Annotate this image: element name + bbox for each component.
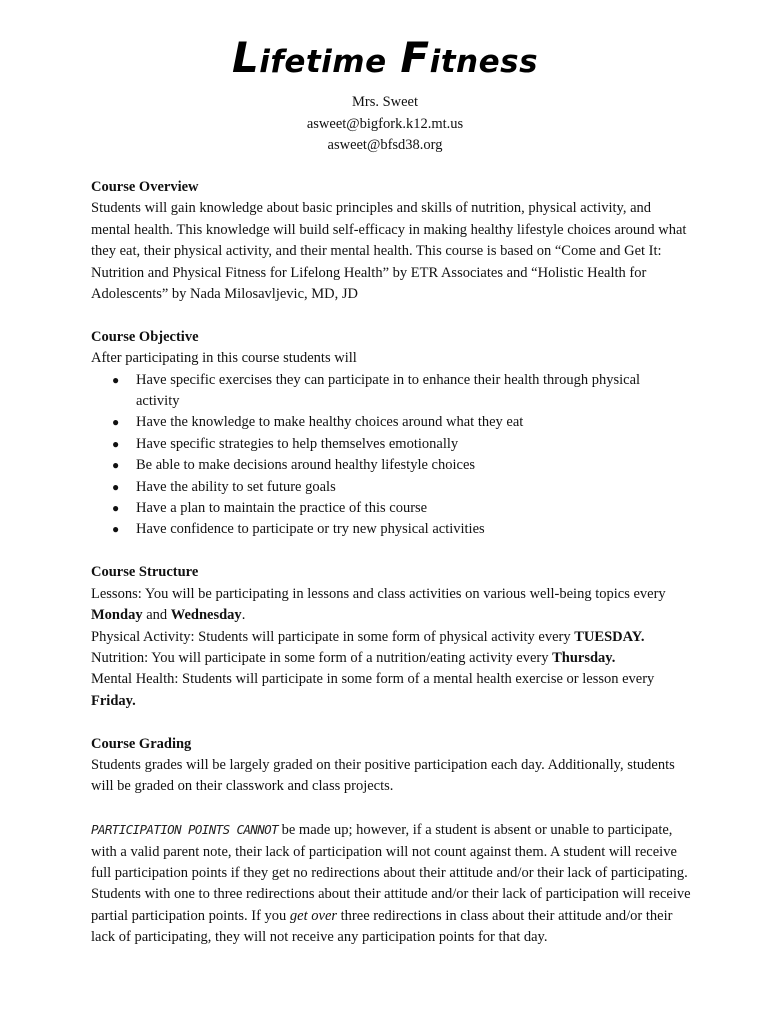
participation-text-part2: three redirections in class about their attitude and/or their lack of participating, they will not receive any participation points for that day. — [91, 907, 673, 946]
bullet-icon: ● — [112, 458, 120, 473]
section-heading: Course Grading — [91, 735, 192, 752]
physical-activity-line — [91, 627, 691, 648]
email-primary: asweet@bigfork.k12.mt.us — [306, 115, 464, 132]
nutrition-line — [91, 648, 691, 669]
list-item — [91, 498, 691, 519]
list-item — [91, 412, 691, 433]
course-structure-section — [91, 562, 691, 712]
section-heading: Course Objective — [91, 328, 199, 345]
lessons-and: and — [142, 607, 171, 624]
list-item — [91, 434, 691, 455]
title-initial: L — [231, 33, 260, 82]
bullet-icon: ● — [112, 522, 120, 537]
title-rest: itness — [429, 44, 539, 80]
section-heading: Course Structure — [91, 564, 199, 581]
participation-text — [91, 819, 691, 948]
bullet-icon: ● — [112, 501, 120, 516]
mental-health-line — [91, 669, 691, 712]
participation-section — [91, 819, 691, 948]
physical-day: TUESDAY. — [574, 628, 645, 645]
list-item — [91, 455, 691, 476]
list-item-text: Have the knowledge to make healthy choices around what they eat — [136, 414, 524, 431]
bullet-icon: ● — [112, 415, 120, 430]
list-item-text: Be able to make decisions around healthy lifestyle choices — [136, 457, 476, 474]
lessons-line — [91, 584, 691, 627]
list-item-text: Have specific strategies to help themselves emotionally — [136, 435, 459, 452]
bullet-icon: ● — [112, 479, 120, 494]
participation-italic: get over — [289, 907, 338, 924]
mental-text: Mental Health: Students will participate in some form of a mental health exercise or lesson every — [91, 671, 655, 688]
nutrition-day: Thursday. — [552, 649, 616, 666]
list-item-text: Have a plan to maintain the practice of this course — [136, 500, 428, 517]
bullet-icon: ● — [112, 372, 120, 387]
overview-text: Students will gain knowledge about basic principles and skills of nutrition, physical activity, and mental health. This knowledge will build self-efficacy in making healthy lifestyle choices around what they eat, their physical activity, and their mental health. This course is based on “Come and Get It: Nutrition and Physical Fitness for Lifelong Health” by ETR Associates and “Holistic Health for Adolescents” by Nada Milosavljevic, MD, JD — [91, 200, 687, 303]
lessons-day-wednesday: Wednesday — [170, 607, 242, 624]
course-overview-section — [91, 177, 691, 305]
grading-text: Students grades will be largely graded on their positive participation each day. Additionally, students will be graded on their classwork and class projects. — [91, 756, 675, 795]
physical-text: Physical Activity: Students will participate in some form of physical activity every — [91, 628, 575, 645]
list-item — [91, 370, 691, 413]
mental-day: Friday. — [91, 692, 136, 709]
nutrition-text: Nutrition: You will participate in some form of a nutrition/eating activity every — [91, 649, 553, 666]
lessons-text: Lessons: You will be participating in lessons and class activities on various well-being topics every — [91, 585, 666, 602]
bullet-icon: ● — [112, 436, 120, 451]
course-grading-section — [91, 734, 691, 798]
email-secondary: asweet@bfsd38.org — [327, 137, 443, 153]
teacher-name: Mrs. Sweet — [351, 94, 419, 110]
list-item — [91, 519, 691, 540]
list-item-text: Have confidence to participate or try new physical activities — [136, 521, 485, 538]
section-heading: Course Overview — [91, 179, 199, 195]
participation-text-part1: be made up; however, if a student is absent or unable to participate, with a valid parent note, their lack of participation will not count against them. A student will receive full participation points if they get no redirections about their attitude and/or their lack of participating. Students with one to three redirections about their attitude and/or their lack of participation will receive partial participation points. If you — [91, 822, 691, 924]
lessons-end: . — [241, 607, 246, 624]
list-item-text: Have the ability to set future goals — [136, 478, 336, 495]
objective-intro: After participating in this course students will — [91, 350, 357, 367]
course-objective-section — [91, 327, 691, 541]
lessons-day-monday: Monday — [91, 607, 143, 624]
title-initial: F — [400, 33, 430, 82]
participation-emphasis: PARTICIPATION POINTS CANNOT — [91, 822, 278, 838]
title-rest: ifetime — [259, 44, 387, 80]
objective-list — [91, 370, 691, 541]
document-body — [91, 177, 691, 970]
page-title — [0, 30, 770, 90]
list-item — [91, 477, 691, 498]
contact-block — [0, 92, 770, 157]
list-item-text: Have specific exercises they can participate in to enhance their health through physical activity — [136, 371, 641, 410]
